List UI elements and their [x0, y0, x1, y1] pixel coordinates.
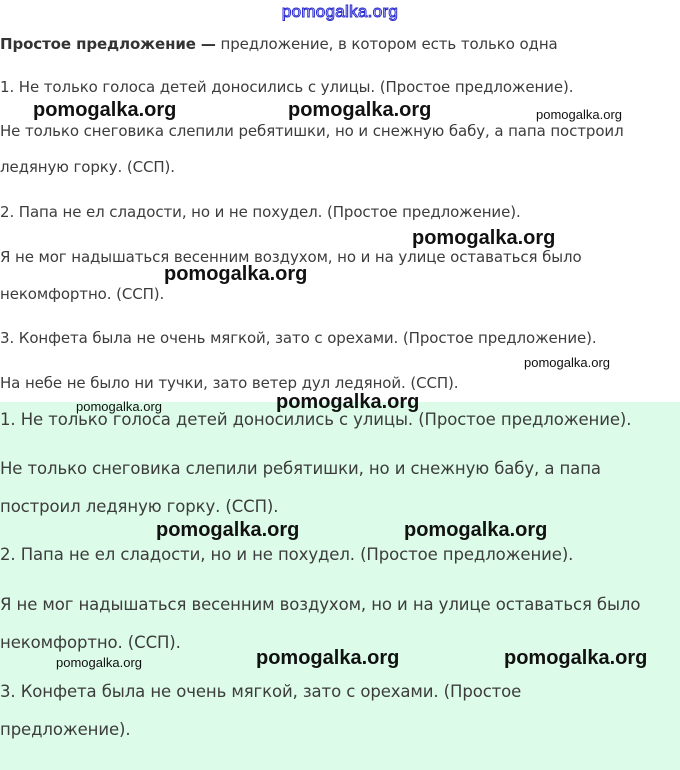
watermark: pomogalka.org: [256, 647, 400, 669]
watermark: pomogalka.org: [404, 519, 548, 541]
text-line: некомфортно. (ССП).: [0, 285, 165, 303]
watermark: pomogalka.org: [76, 399, 162, 414]
answer-line: 3. Конфета была не очень мягкой, зато с орехами. (Простое: [0, 682, 522, 701]
text-line: Я не мог надышаться весенним воздухом, но и на улице оставаться было: [0, 248, 582, 266]
text-line: 1. Не только голоса детей доносились с улицы. (Простое предложение).: [0, 78, 574, 96]
watermark: pomogalka.org: [276, 391, 420, 413]
answer-line: Не только снеговика слепили ребятишки, но и снежную бабу, а папа: [0, 459, 601, 478]
watermark: pomogalka.org: [412, 227, 556, 249]
watermark: pomogalka.org: [288, 99, 432, 121]
text-line: 3. Конфета была не очень мягкой, зато с орехами. (Простое предложение).: [0, 329, 597, 347]
answer-highlight-block: [0, 402, 680, 770]
site-header-logo: pomogalka.org: [281, 2, 399, 21]
text-line: На небе не было ни тучки, зато ветер дул ледяной. (ССП).: [0, 374, 459, 392]
watermark: pomogalka.org: [536, 107, 622, 122]
answer-line: Я не мог надышаться весенним воздухом, но и на улице оставаться было: [0, 595, 641, 614]
text-line: 2. Папа не ел сладости, но и не похудел. (Простое предложение).: [0, 203, 521, 221]
watermark: pomogalka.org: [504, 647, 648, 669]
watermark: pomogalka.org: [156, 519, 300, 541]
answer-line: 2. Папа не ел сладости, но и не похудел. (Простое предложение).: [0, 545, 574, 564]
text-line: ледяную горку. (ССП).: [0, 158, 175, 176]
watermark: pomogalka.org: [56, 655, 142, 670]
watermark: pomogalka.org: [524, 355, 610, 370]
intro-definition: предложение, в котором есть только одна: [215, 35, 558, 53]
answer-line: построил ледяную горку. (ССП).: [0, 497, 279, 516]
watermark: pomogalka.org: [164, 263, 308, 285]
text-line: Не только снеговика слепили ребятишки, но и снежную бабу, а папа построил: [0, 122, 624, 140]
answer-line: некомфортно. (ССП).: [0, 633, 181, 652]
answer-line: 1. Не только голоса детей доносились с улицы. (Простое предложение).: [0, 410, 632, 429]
answer-line: предложение).: [0, 720, 131, 739]
intro-line: [0, 35, 558, 53]
intro-term: Простое предложение —: [0, 35, 216, 53]
watermark: pomogalka.org: [33, 99, 177, 121]
